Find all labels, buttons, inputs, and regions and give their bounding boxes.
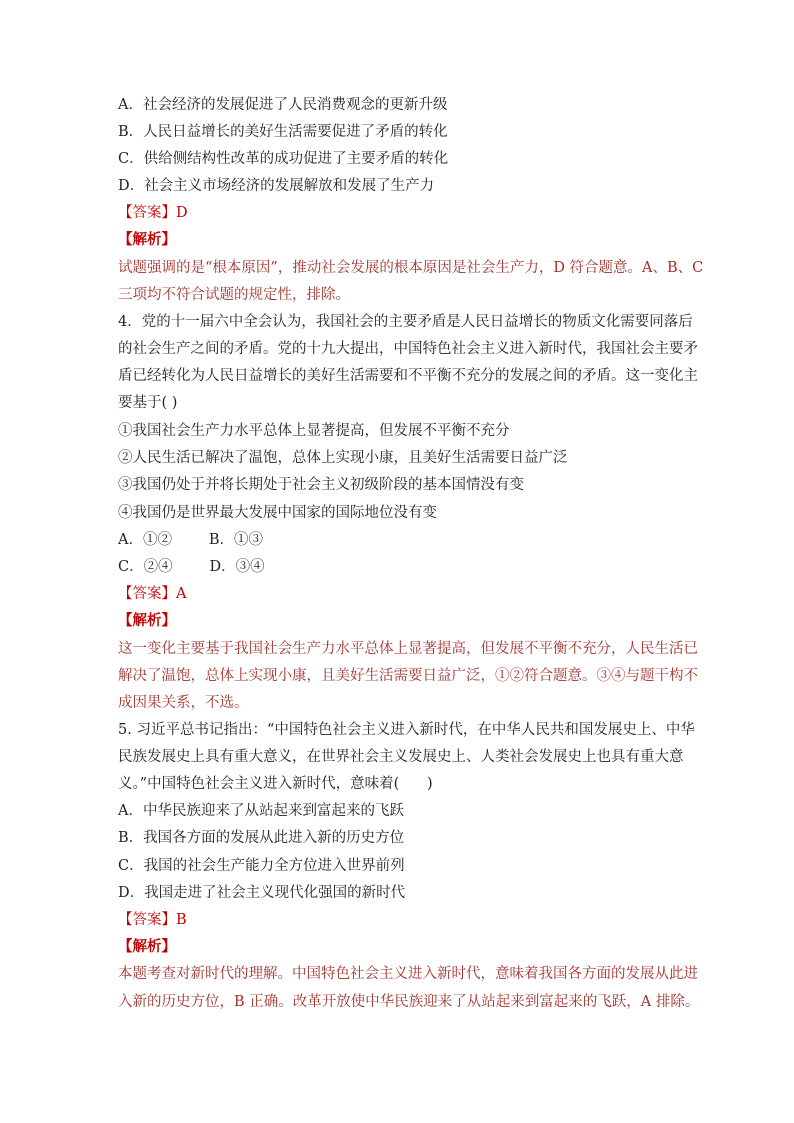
q3-option-a: A．社会经济的发展促进了人民消费观念的更新升级	[118, 97, 448, 113]
q4-options-row-2: C．②④ D．③④	[118, 559, 265, 575]
q3-analysis-label: 【解析】	[118, 231, 176, 248]
q3-answer: 【答案】D	[118, 205, 188, 221]
q4-statement-2: ②人民生活已解决了温饱，总体上实现小康，且美好生活需要日益广泛	[118, 450, 568, 466]
q4-options-row-1: A．①② B．①③	[118, 532, 263, 548]
q4-analysis-line-1: 这一变化主要基于我国社会生产力水平总体上显著提高，但发展不平衡不充分，人民生活已	[118, 641, 698, 657]
q4-stem-line-3: 盾已经转化为人民日益增长的美好生活需要和不平衡不充分的发展之间的矛盾。这一变化主	[118, 368, 698, 384]
q5-option-c: C．我国的社会生产能力全方位进入世界前列	[118, 858, 405, 874]
q4-statement-3: ③我国仍处于并将长期处于社会主义初级阶段的基本国情没有变	[118, 477, 524, 493]
q3-analysis-line-1: 试题强调的是“根本原因”，推动社会发展的根本原因是社会生产力，D 符合题意。A、B、C	[118, 260, 704, 276]
q4-statement-4: ④我国仍是世界最大发展中国家的国际地位没有变	[118, 505, 437, 521]
q4-statement-1: ①我国社会生产力水平总体上显著提高，但发展不平衡不充分	[118, 423, 510, 439]
q4-stem-line-4: 要基于( )	[118, 395, 178, 411]
q3-analysis-line-2: 三项均不符合试题的规定性，排除。	[118, 287, 350, 303]
q5-stem-line-2: 民族发展史上具有重大意义，在世界社会主义发展史上、人类社会发展史上也具有重大意	[118, 749, 684, 765]
q5-analysis-line-1: 本题考查对新时代的理解。中国特色社会主义进入新时代，意味着我国各方面的发展从此进	[118, 966, 698, 982]
q4-analysis-line-3: 成因果关系，不选。	[118, 695, 249, 711]
q4-answer: 【答案】A	[118, 586, 187, 602]
q4-analysis-label: 【解析】	[118, 612, 176, 629]
q5-stem-line-3: 义。”中国特色社会主义进入新时代，意味着( )	[118, 776, 433, 792]
q5-analysis-line-2: 入新的历史方位，B 正确。改革开放使中华民族迎来了从站起来到富起来的飞跃，A 排除。	[118, 994, 700, 1010]
q5-analysis-label: 【解析】	[118, 938, 176, 955]
q4-analysis-line-2: 解决了温饱，总体上实现小康，且美好生活需要日益广泛，①②符合题意。③④与题干构不	[118, 668, 698, 684]
q3-option-b: B．人民日益增长的美好生活需要促进了矛盾的转化	[118, 124, 448, 140]
q5-stem-line-1: 5. 习近平总书记指出：“中国特色社会主义进入新时代，在中华人民共和国发展史上、中华	[118, 722, 695, 738]
q4-stem-line-1: 4．党的十一届六中全会认为，我国社会的主要矛盾是人民日益增长的物质文化需要同落后	[118, 314, 693, 330]
q5-option-d: D．我国走进了社会主义现代化强国的新时代	[118, 885, 406, 901]
q5-answer: 【答案】B	[118, 912, 187, 928]
q3-option-c: C．供给侧结构性改革的成功促进了主要矛盾的转化	[118, 151, 449, 167]
q5-option-a: A．中华民族迎来了从站起来到富起来的飞跃	[118, 803, 404, 819]
q5-option-b: B．我国各方面的发展从此进入新的历史方位	[118, 830, 405, 846]
q4-stem-line-2: 的社会生产之间的矛盾。党的十九大提出，中国特色社会主义进入新时代，我国社会主要矛	[118, 341, 698, 357]
q3-option-d: D．社会主义市场经济的发展解放和发展了生产力	[118, 178, 435, 194]
